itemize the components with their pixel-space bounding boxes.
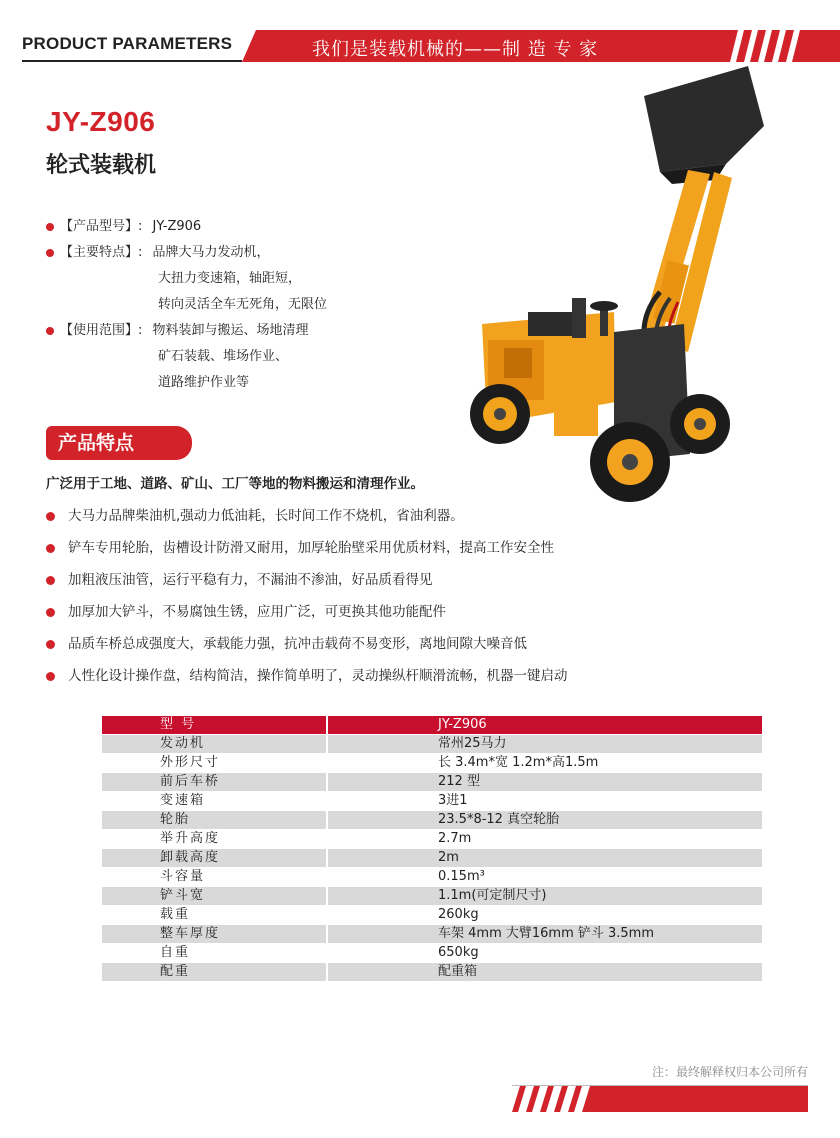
- table-row: [102, 944, 762, 963]
- table-header-cell: 型 号: [102, 716, 326, 734]
- feature-text: 加厚加大铲斗，不易腐蚀生锈，应用广泛，可更换其他功能配件: [68, 604, 446, 620]
- bullet-icon: [46, 640, 55, 649]
- bullet-icon: [46, 608, 55, 617]
- table-cell-label: 外形尺寸: [160, 755, 221, 770]
- table-cell-label: 卸载高度: [102, 849, 326, 867]
- list-item: [46, 570, 568, 602]
- table-cell-label: 斗容量: [160, 869, 206, 884]
- table-row: [102, 963, 762, 982]
- param-value: 矿石装载、堆场作业、: [158, 349, 289, 364]
- table-cell-value: 0.15m³: [438, 869, 485, 884]
- table-row: [102, 906, 762, 925]
- table-cell-value: 650kg: [438, 945, 479, 960]
- table-cell-value: 长 3.4m*宽 1.2m*高1.5m: [438, 755, 599, 770]
- features-intro: 广泛用于工地、道路、矿山、工厂等地的物料搬运和清理作业。: [46, 476, 424, 492]
- model-title: JY-Z906: [46, 106, 156, 137]
- param-features: [46, 240, 327, 318]
- bullet-icon: [46, 576, 55, 585]
- param-label: 【产品型号】:: [60, 219, 143, 234]
- param-value: 道路维护作业等: [158, 375, 250, 390]
- table-cell-value: 260kg: [438, 907, 479, 922]
- bullet-icon: [46, 512, 55, 521]
- table-cell-label: 前后车桥: [102, 773, 326, 791]
- table-cell-value: 23.5*8-12 真空轮胎: [328, 811, 762, 829]
- param-label: 【使用范围】:: [60, 323, 143, 338]
- param-value: JY-Z906: [152, 219, 202, 234]
- bullet-icon: [46, 327, 54, 335]
- list-item: [46, 506, 568, 538]
- feature-text: 大马力品牌柴油机,强动力低油耗，长时间工作不烧机，省油利器。: [68, 508, 464, 524]
- table-cell-value: 常州25马力: [328, 735, 762, 753]
- param-value: 大扭力变速箱，轴距短，: [158, 271, 302, 286]
- header-stripes: [718, 30, 808, 62]
- feature-text: 品质车桥总成强度大，承载能力强，抗冲击载荷不易变形，离地间隙大噪音低: [68, 636, 527, 652]
- table-cell-label: 变速箱: [160, 793, 206, 808]
- table-row: [102, 735, 762, 754]
- table-row: [102, 773, 762, 792]
- table-cell-label: 载重: [160, 907, 191, 922]
- wheel-loader-illustration: [464, 62, 776, 514]
- header-underline: [22, 60, 242, 62]
- table-cell-value: 2.7m: [438, 831, 472, 846]
- table-cell-value: 配重箱: [328, 963, 762, 981]
- table-row: [102, 849, 762, 868]
- table-cell-value: 2m: [328, 849, 762, 867]
- param-value: 品牌大马力发动机，: [152, 245, 270, 260]
- bullet-icon: [46, 544, 55, 553]
- feature-list: [46, 506, 568, 698]
- param-label: 【主要特点】:: [60, 245, 143, 260]
- table-cell-value: 1.1m(可定制尺寸): [328, 887, 762, 905]
- feature-text: 人性化设计操作盘，结构简洁，操作简单明了，灵动操纵杆顺滑流畅，机器一键启动: [68, 668, 568, 684]
- table-row: [102, 868, 762, 887]
- table-cell-label: 举升高度: [160, 831, 221, 846]
- table-row: [102, 887, 762, 906]
- table-header-row: [102, 716, 762, 735]
- footer-note: 注：最终解释权归本公司所有: [651, 1065, 808, 1079]
- feature-text: 加粗液压油管，运行平稳有力，不漏油不渗油，好品质看得见: [68, 572, 433, 588]
- table-cell-value: 车架 4mm 大臂16mm 铲斗 3.5mm: [328, 925, 762, 943]
- spec-table: [102, 716, 762, 982]
- table-row: [102, 830, 762, 849]
- table-row: [102, 754, 762, 773]
- header-label: PRODUCT PARAMETERS: [22, 34, 233, 53]
- param-list: [46, 214, 327, 396]
- param-value: 物料装卸与搬运、场地清理: [152, 323, 309, 338]
- param-value: 转向灵活全车无死角，无限位: [158, 297, 328, 312]
- table-cell-value: 212 型: [328, 773, 762, 791]
- bullet-icon: [46, 223, 54, 231]
- table-cell-label: 整车厚度: [102, 925, 326, 943]
- table-cell-label: 自重: [160, 945, 191, 960]
- header-slogan: 我们是装载机械的——制 造 专 家: [312, 39, 599, 60]
- table-cell-label: 轮胎: [102, 811, 326, 829]
- list-item: [46, 538, 568, 570]
- feature-text: 铲车专用轮胎，齿槽设计防滑又耐用，加厚轮胎壁采用优质材料，提高工作安全性: [68, 540, 554, 556]
- table-cell-label: 配重: [102, 963, 326, 981]
- param-usage: [46, 318, 327, 396]
- table-row: [102, 811, 762, 830]
- list-item: [46, 634, 568, 666]
- table-header-cell: JY-Z906: [328, 716, 762, 734]
- bullet-icon: [46, 672, 55, 681]
- table-row: [102, 792, 762, 811]
- footer-stripes: [512, 1086, 808, 1112]
- bullet-icon: [46, 249, 54, 257]
- table-cell-label: 铲斗宽: [102, 887, 326, 905]
- param-model: [46, 214, 327, 240]
- list-item: [46, 602, 568, 634]
- table-cell-value: 3进1: [438, 793, 468, 808]
- table-cell-label: 发动机: [102, 735, 326, 753]
- table-row: [102, 925, 762, 944]
- list-item: [46, 666, 568, 698]
- product-name: 轮式装载机: [46, 153, 157, 178]
- section-title: 产品特点: [46, 426, 192, 460]
